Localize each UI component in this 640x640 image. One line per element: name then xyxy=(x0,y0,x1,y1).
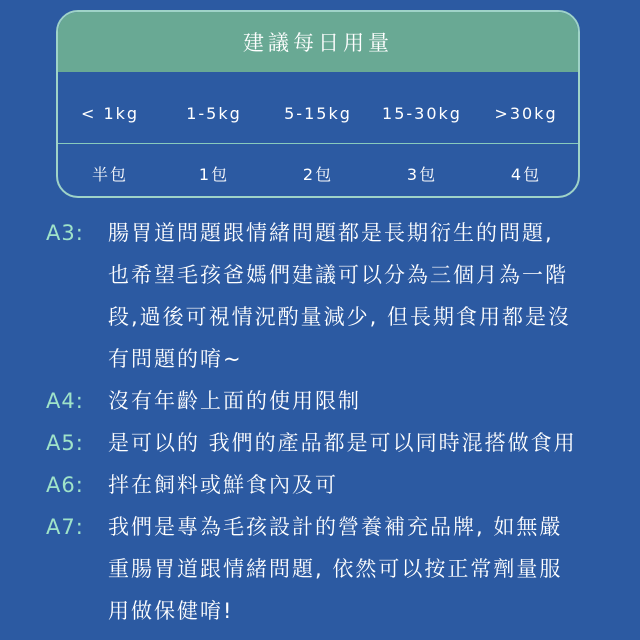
answer-line: 也希望毛孩爸媽們建議可以分為三個月為一階 xyxy=(108,263,568,287)
faq-answer-a5 xyxy=(46,422,616,464)
answer-text xyxy=(108,212,616,380)
answer-line: 是可以的 我們的產品都是可以同時混搭做食用 xyxy=(108,431,577,455)
pack-cell: 1包 xyxy=(198,165,230,184)
weight-cell: 1-5kg xyxy=(186,104,242,123)
pack-cell: 半包 xyxy=(91,165,128,184)
answer-line: 我們是專為毛孩設計的營養補充品牌, 如無嚴 xyxy=(108,515,563,539)
answer-line: 沒有年齡上面的使用限制 xyxy=(108,389,361,413)
answer-line: 有問題的唷~ xyxy=(108,347,243,371)
answer-text xyxy=(108,464,616,506)
answer-line: 重腸胃道跟情緒問題, 依然可以按正常劑量服 xyxy=(108,557,563,581)
weight-cell: >30kg xyxy=(494,104,558,123)
pack-cell: 2包 xyxy=(302,165,334,184)
answer-label: A4: xyxy=(46,389,84,413)
answer-line: 拌在飼料或鮮食內及可 xyxy=(108,473,338,497)
answer-label: A5: xyxy=(46,431,84,455)
answer-line: 腸胃道問題跟情緒問題都是長期衍生的問題, xyxy=(108,221,554,245)
dosage-table xyxy=(56,10,580,198)
faq-answer-a6 xyxy=(46,464,616,506)
table-divider xyxy=(58,143,578,144)
weight-cell: 15-30kg xyxy=(382,104,462,123)
answer-text xyxy=(108,380,616,422)
faq-answer-a7 xyxy=(46,506,616,632)
pack-cell: 4包 xyxy=(510,165,542,184)
faq-list xyxy=(46,212,616,632)
weight-cell: < 1kg xyxy=(80,104,140,123)
answer-line: 用做保健唷! xyxy=(108,599,234,623)
answer-label: A7: xyxy=(46,515,84,539)
answer-label: A6: xyxy=(46,473,84,497)
pack-row xyxy=(58,162,578,185)
faq-answer-a3 xyxy=(46,212,616,380)
answer-text xyxy=(108,422,616,464)
answer-line: 段,過後可視情況酌量減少, 但長期食用都是沒 xyxy=(108,305,572,329)
answer-text xyxy=(108,506,616,632)
weight-row xyxy=(58,104,578,123)
weight-cell: 5-15kg xyxy=(284,104,352,123)
dosage-title: 建議每日用量 xyxy=(58,12,578,72)
pack-cell: 3包 xyxy=(406,165,438,184)
faq-answer-a4 xyxy=(46,380,616,422)
answer-label: A3: xyxy=(46,221,84,245)
